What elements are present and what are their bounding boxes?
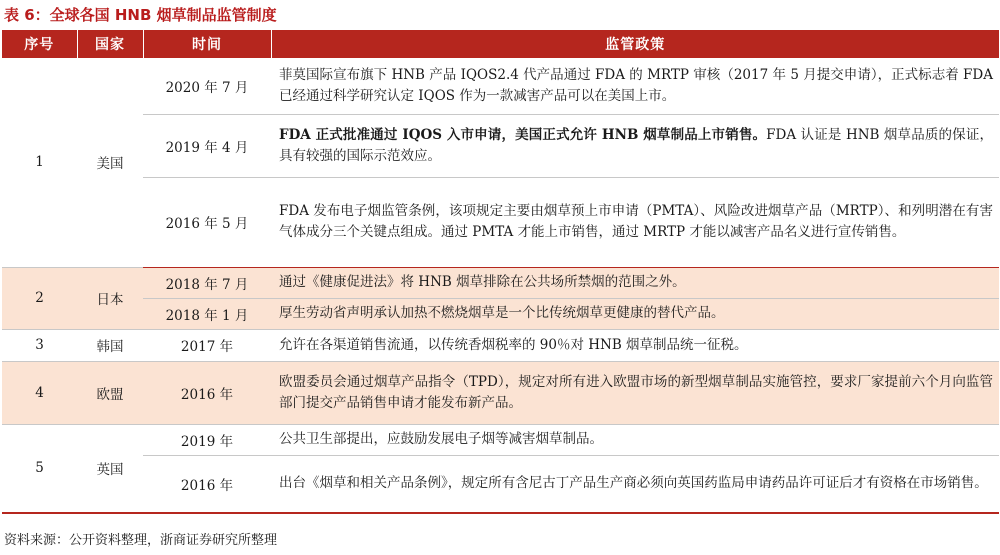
row-country: 英国: [77, 424, 143, 513]
row-country: 美国: [77, 58, 143, 267]
row-country: 日本: [77, 267, 143, 329]
row-policy: [271, 329, 999, 361]
row-policy: [271, 267, 999, 298]
row-policy: [271, 298, 999, 329]
row-country: 欧盟: [77, 361, 143, 424]
row-time: 2016 年: [143, 361, 271, 424]
regulation-table: [2, 30, 999, 514]
table-row: [2, 177, 999, 267]
row-policy: [271, 424, 999, 455]
policy-text: 厚生劳动省声明承认加热不燃烧烟草是一个比传统烟草更健康的替代产品。: [279, 305, 725, 321]
row-time: 2020 年 7 月: [143, 58, 271, 114]
row-time: 2018 年 7 月: [143, 267, 271, 298]
row-policy: [271, 455, 999, 513]
row-time: 2016 年 5 月: [143, 177, 271, 267]
row-time: 2018 年 1 月: [143, 298, 271, 329]
row-policy: [271, 177, 999, 267]
row-policy: [271, 58, 999, 114]
header-no: 序号: [2, 30, 77, 58]
row-time: 2019 年: [143, 424, 271, 455]
table-row: [2, 455, 999, 513]
source-note: 资料来源：公开资料整理，浙商证券研究所整理: [4, 533, 278, 548]
policy-text: FDA 发布电子烟监管条例，该项规定主要由烟草预上市申请（PMTA）、风险改进烟草产品（MRTP）、和列明潜在有害气体成分三个关键点组成。通过 PMTA 才能上市销售，通过 MRTP 才能以减害产品名义进行宣传销售。: [279, 203, 993, 240]
table-row: [2, 424, 999, 455]
header-country: 国家: [77, 30, 143, 58]
policy-text: 欧盟委员会通过烟草产品指令（TPD），规定对所有进入欧盟市场的新型烟草制品实施管控，要求厂家提前六个月向监管部门提交产品销售申请才能发布新产品。: [279, 373, 993, 411]
table-title: 表 6：全球各国 HNB 烟草制品监管制度: [4, 6, 277, 24]
row-number: 5: [2, 424, 77, 513]
row-number: 2: [2, 267, 77, 329]
table-row: [2, 298, 999, 329]
policy-text: FDA 认证是 HNB 烟草品质的保证，具有较强的国际示范效应。: [279, 126, 993, 164]
policy-text: 允许在各渠道销售流通，以传统香烟税率的 90％对 HNB 烟草制品统一征税。: [279, 336, 748, 353]
row-number: 4: [2, 361, 77, 424]
header-time: 时间: [143, 30, 271, 58]
row-number: 1: [2, 58, 77, 267]
policy-text: 通过《健康促进法》将 HNB 烟草排除在公共场所禁烟的范围之外。: [279, 274, 686, 290]
row-time: 2019 年 4 月: [143, 114, 271, 177]
row-number: 3: [2, 329, 77, 361]
table-row: [2, 361, 999, 424]
table-row: [2, 329, 999, 361]
row-policy: [271, 361, 999, 424]
policy-text: 菲莫国际宣布旗下 HNB 产品 IQOS2.4 代产品通过 FDA 的 MRTP 审核（2017 年 5 月提交申请），正式标志着 FDA 已经通过科学研究认定 IQOS 作为一款减害产品可以在美国上市。: [279, 66, 993, 104]
row-time: 2017 年: [143, 329, 271, 361]
table-header-row: [2, 30, 999, 58]
policy-bold-text: FDA 正式批准通过 IQOS 入市申请，美国正式允许 HNB 烟草制品上市销售。: [279, 126, 767, 143]
table-row: [2, 114, 999, 177]
header-policy: 监管政策: [271, 30, 999, 58]
row-policy: [271, 114, 999, 177]
policy-text: 公共卫生部提出，应鼓励发展电子烟等减害烟草制品。: [279, 431, 603, 447]
row-time: 2016 年: [143, 455, 271, 513]
policy-text: 出台《烟草和相关产品条例》，规定所有含尼古丁产品生产商必须向英国药监局申请药品许可证后才有资格在市场销售。: [279, 475, 988, 492]
table-row: [2, 58, 999, 114]
table-row: [2, 267, 999, 298]
row-country: 韩国: [77, 329, 143, 361]
